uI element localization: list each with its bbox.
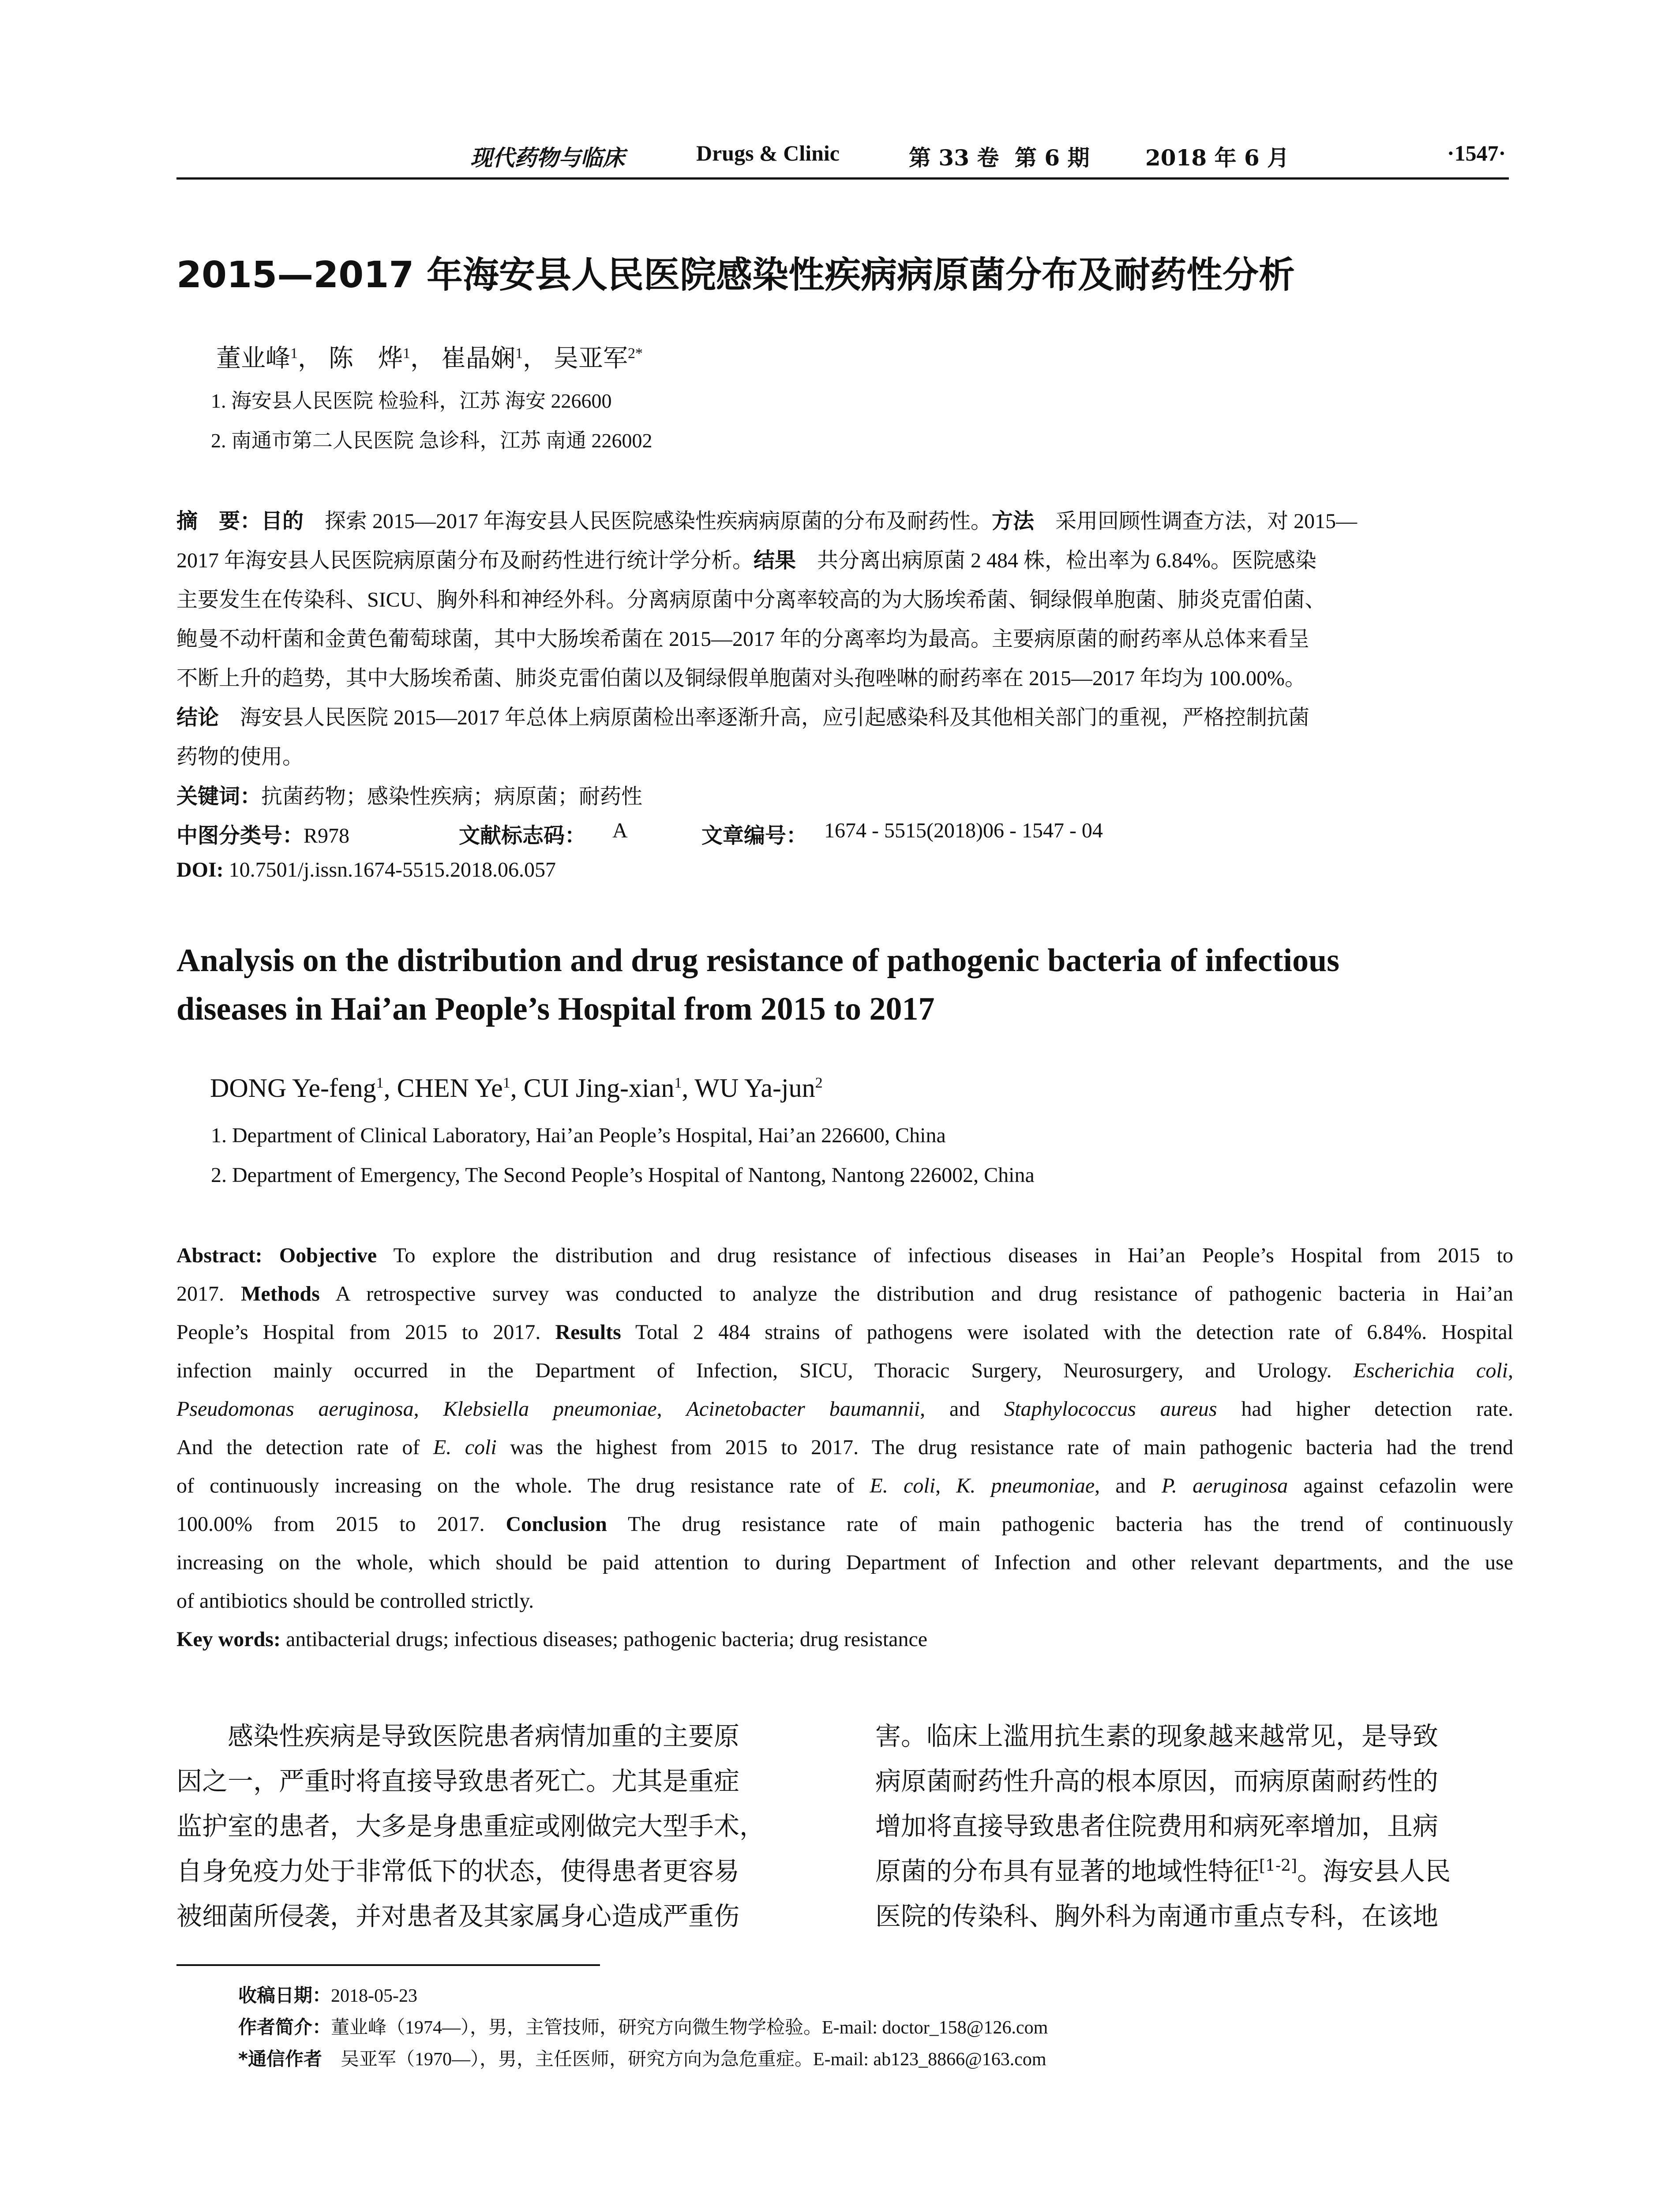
body-left-line: 被细菌所侵袭，并对患者及其家属身心造成严重伤 <box>176 1901 740 1931</box>
authors-cn <box>216 339 643 374</box>
abstract-en-line <box>176 1397 1513 1421</box>
abstract-text: The drug resistance rate of main pathogenic bacteria has the trend of continuously <box>627 1512 1514 1536</box>
affiliation-cn-2: 2. 南通市第二人民医院 急诊科，江苏 南通 226002 <box>211 429 652 452</box>
abstract-text: 2017 年海安县人民医院病原菌分布及耐药性进行统计学分析。 <box>176 549 754 572</box>
keywords-label: 关键词： <box>176 784 262 809</box>
abstract-text: , <box>935 1474 956 1497</box>
abstract-text: 采用回顾性调查方法，对 2015— <box>1034 510 1358 533</box>
doi-value: 10.7501/j.issn.1674-5515.2018.06.057 <box>229 858 556 882</box>
author-name: 陈 烨 <box>329 345 403 372</box>
abstract-text: And the detection rate of <box>176 1436 433 1459</box>
abstract-text: People’s Hospital from 2015 to 2017. <box>176 1321 541 1344</box>
abstract-en-line <box>176 1243 1513 1268</box>
classification-line <box>176 818 1513 849</box>
abstract-cn-line <box>176 504 1513 534</box>
abstract-text: 共分离出病原菌 2 484 株，检出率为 6.84%。医院感染 <box>796 549 1317 572</box>
received-label: 收稿日期： <box>238 1985 331 2006</box>
abstract-cn-line: 药物的使用。 <box>176 745 304 769</box>
body-right-line <box>875 1850 1451 1887</box>
abstract-text: , and <box>920 1397 1005 1421</box>
abstract-text: , <box>413 1397 443 1421</box>
results-label: 结果 <box>754 548 796 573</box>
species-name: P. aeruginosa <box>1161 1474 1288 1497</box>
author-separator: , <box>383 1073 397 1103</box>
species-name: Staphylococcus aureus <box>1004 1397 1217 1421</box>
author-separator: ， <box>523 345 548 372</box>
corresponding-label: *通信作者 <box>238 2048 322 2070</box>
author-affiliation-mark: 2* <box>628 345 643 362</box>
footnote-corresponding <box>238 2045 1046 2071</box>
article-label: 文章编号： <box>701 823 808 848</box>
title-cn: 2015—2017 年海安县人民医院感染性疾病病原菌分布及耐药性分析 <box>176 254 1295 296</box>
conclusion-label: Conclusion <box>506 1512 607 1536</box>
species-name: Acinetobacter baumannii <box>686 1397 920 1421</box>
body-right-line: 医院的传染科、胸外科为南通市重点专科，在该地 <box>875 1901 1439 1931</box>
author-name: DONG Ye-feng <box>210 1073 376 1103</box>
clc-label: 中图分类号： <box>176 823 304 848</box>
abstract-text: infection mainly occurred in the Department of Infection, SICU, Thoracic Surgery, Neurosurgery, and Urology. <box>176 1359 1332 1382</box>
volume: 第 33 卷 <box>909 145 999 171</box>
citation-ref[interactable]: [1-2] <box>1259 1857 1298 1875</box>
body-left-line: 因之一，严重时将直接导致患者死亡。尤其是重症 <box>176 1766 740 1796</box>
abstract-text: , <box>656 1397 686 1421</box>
author-bio-value: 董业峰（1974—），男，主管技师，研究方向微生物学检验。E-mail: doctor_158@126.com <box>331 2018 1048 2038</box>
species-name: K. pneumoniae <box>956 1474 1095 1497</box>
objective-label: 目的 <box>261 509 304 533</box>
affiliation-en-1: 1. Department of Clinical Laboratory, Hai’an People’s Hospital, Hai’an 226600, China <box>211 1124 946 1147</box>
abstract-en-line <box>176 1435 1513 1459</box>
footnote-rule <box>176 1964 600 1966</box>
title-en-line2: diseases in Hai’an People’s Hospital from 2015 to 2017 <box>176 991 935 1027</box>
abstract-cn-line: 不断上升的趋势，其中大肠埃希菌、肺炎克雷伯菌以及铜绿假单胞菌对头孢唑啉的耐药率在 2015—2017 年均为 100.00%。 <box>176 667 1306 690</box>
author-separator: ， <box>298 345 322 372</box>
footnote-author <box>238 2013 1048 2039</box>
abstract-en-line <box>176 1282 1513 1306</box>
author-affiliation-mark: 2 <box>815 1075 823 1091</box>
body-text: 。海安县人民 <box>1297 1856 1451 1886</box>
title-en-line1: Analysis on the distribution and drug resistance of pathogenic bacteria of infectious <box>176 942 1340 979</box>
corresponding-value: 吴亚军（1970—），男，主任医师，研究方向为急危重症。E-mail: ab123_8866@163.com <box>322 2049 1046 2070</box>
abstract-text: 探索 2015—2017 年海安县人民医院感染性疾病病原菌的分布及耐药性。 <box>304 510 992 533</box>
abstract-text: was the highest from 2015 to 2017. The drug resistance rate of main pathogenic bacteria had the trend <box>496 1436 1514 1459</box>
methods-label: 方法 <box>992 509 1035 533</box>
species-name: Pseudomonas aeruginosa <box>176 1397 414 1421</box>
body-left-line: 感染性疾病是导致医院患者病情加重的主要原 <box>176 1721 740 1751</box>
abstract-text: 海安县人民医院 2015—2017 年总体上病原菌检出率逐渐升高，应引起感染科及其他相关部门的重视，严格控制抗菌 <box>219 706 1310 729</box>
abstract-en-line: increasing on the whole, which should be paid attention to during Department of Infection and other relevant departments, and the use <box>176 1551 1513 1574</box>
keywords-value: 抗菌药物；感染性疾病；病原菌；耐药性 <box>261 785 643 808</box>
author-name: 崔晶娴 <box>441 345 515 372</box>
article-value: 1674 - 5515(2018)06 - 1547 - 04 <box>824 819 1103 842</box>
body-right-line: 增加将直接导致患者住院费用和病死率增加，且病 <box>875 1811 1439 1841</box>
abstract-cn-line: 鲍曼不动杆菌和金黄色葡萄球菌，其中大肠埃希菌在 2015—2017 年的分离率均为最高。主要病原菌的耐药率从总体来看呈 <box>176 627 1310 651</box>
journal-name-en: Drugs & Clinic <box>696 141 840 165</box>
abstract-text: had higher detection rate. <box>1217 1397 1514 1421</box>
doi-line <box>176 858 1513 882</box>
keywords-cn <box>176 779 1513 810</box>
body-right-line: 病原菌耐药性升高的根本原因，而病原菌耐药性的 <box>875 1766 1439 1796</box>
author-name: 吴亚军 <box>554 345 628 372</box>
abstract-text: , and <box>1095 1474 1162 1497</box>
abstract-text: Total 2 484 strains of pathogens were isolated with the detection rate of 6.84%. Hospital <box>635 1321 1514 1344</box>
abstract-text: against cefazolin were <box>1288 1474 1514 1497</box>
author-affiliation-mark: 1 <box>674 1075 682 1091</box>
author-affiliation-mark: 1 <box>502 1075 510 1091</box>
received-value: 2018-05-23 <box>331 1986 417 2006</box>
body-text: 原菌的分布具有显著的地域性特征 <box>875 1856 1260 1886</box>
abstract-text: 100.00% from 2015 to 2017. <box>176 1512 485 1536</box>
author-separator: , <box>510 1073 524 1103</box>
author-affiliation-mark: 1 <box>290 345 298 362</box>
author-separator: ， <box>410 345 435 372</box>
abstract-text: To explore the distribution and drug resistance of infectious diseases in Hai’an People’s Hospital from 2015 to <box>393 1244 1514 1267</box>
abstract-cn-line <box>176 700 1513 731</box>
affiliation-cn-1: 1. 海安县人民医院 检验科，江苏 海安 226600 <box>211 390 612 412</box>
author-affiliation-mark: 1 <box>403 345 410 362</box>
author-affiliation-mark: 1 <box>376 1075 384 1091</box>
abstract-text: 2017. <box>176 1282 224 1306</box>
body-right-line: 害。临床上滥用抗生素的现象越来越常见，是导致 <box>875 1721 1439 1751</box>
doc-label: 文献标志码： <box>459 823 586 848</box>
abstract-text: A retrospective survey was conducted to analyze the distribution and drug resistance of pathogenic bacteria in Hai’an <box>335 1282 1514 1306</box>
species-name: Klebsiella pneumoniae <box>443 1397 657 1421</box>
keywords-en <box>176 1627 1513 1651</box>
abstract-en-line <box>176 1512 1513 1536</box>
page-number: ·1547· <box>1447 141 1506 165</box>
species-name: E. coli <box>870 1474 936 1497</box>
footnote-received <box>238 1981 417 2007</box>
abstract-objective-label: Abstract: Oobjective <box>176 1244 377 1267</box>
body-left-line: 自身免疫力处于非常低下的状态，使得患者更容易 <box>176 1856 740 1886</box>
header-rule <box>176 177 1509 180</box>
keywords-en-label: Key words: <box>176 1628 281 1651</box>
running-header <box>176 140 1509 180</box>
author-bio-label: 作者简介： <box>238 2016 331 2038</box>
doc-value: A <box>612 819 628 842</box>
abstract-label: 摘 要： <box>176 509 262 533</box>
abstract-en-line: of antibiotics should be controlled strictly. <box>176 1589 534 1613</box>
clc-value: R978 <box>304 824 350 848</box>
abstract-cn-line <box>176 543 1513 574</box>
abstract-cn-line: 主要发生在传染科、SICU、胸外科和神经外科。分离病原菌中分离率较高的为大肠埃希菌、铜绿假单胞菌、肺炎克雷伯菌、 <box>176 588 1326 612</box>
authors-en <box>210 1073 823 1103</box>
methods-label: Methods <box>241 1282 320 1306</box>
keywords-en-value: antibacterial drugs; infectious diseases; pathogenic bacteria; drug resistance <box>280 1628 928 1651</box>
author-affiliation-mark: 1 <box>515 345 523 362</box>
author-name: WU Ya-jun <box>694 1073 815 1103</box>
abstract-en-line <box>176 1474 1513 1498</box>
species-name: Escherichia coli, <box>1353 1359 1514 1382</box>
issue-date: 2018 年 6 月 <box>1145 145 1290 171</box>
abstract-en-line <box>176 1320 1513 1344</box>
abstract-en-line <box>176 1358 1513 1383</box>
results-label: Results <box>555 1321 621 1344</box>
author-name: CUI Jing-xian <box>523 1073 675 1103</box>
journal-name-cn: 现代药物与临床 <box>470 145 625 171</box>
abstract-text: of continuously increasing on the whole. The drug resistance rate of <box>176 1474 870 1497</box>
doi-label: DOI: <box>176 858 224 882</box>
author-name: 董业峰 <box>216 345 290 372</box>
affiliation-en-2: 2. Department of Emergency, The Second People’s Hospital of Nantong, Nantong 226002, China <box>211 1163 1035 1187</box>
species-name: E. coli <box>433 1436 497 1459</box>
issue: 第 6 期 <box>1015 145 1090 171</box>
body-left-line: 监护室的患者，大多是身患重症或刚做完大型手术， <box>176 1811 765 1841</box>
author-separator: , <box>682 1073 695 1103</box>
author-name: CHEN Ye <box>397 1073 503 1103</box>
conclusion-label: 结论 <box>176 705 219 730</box>
